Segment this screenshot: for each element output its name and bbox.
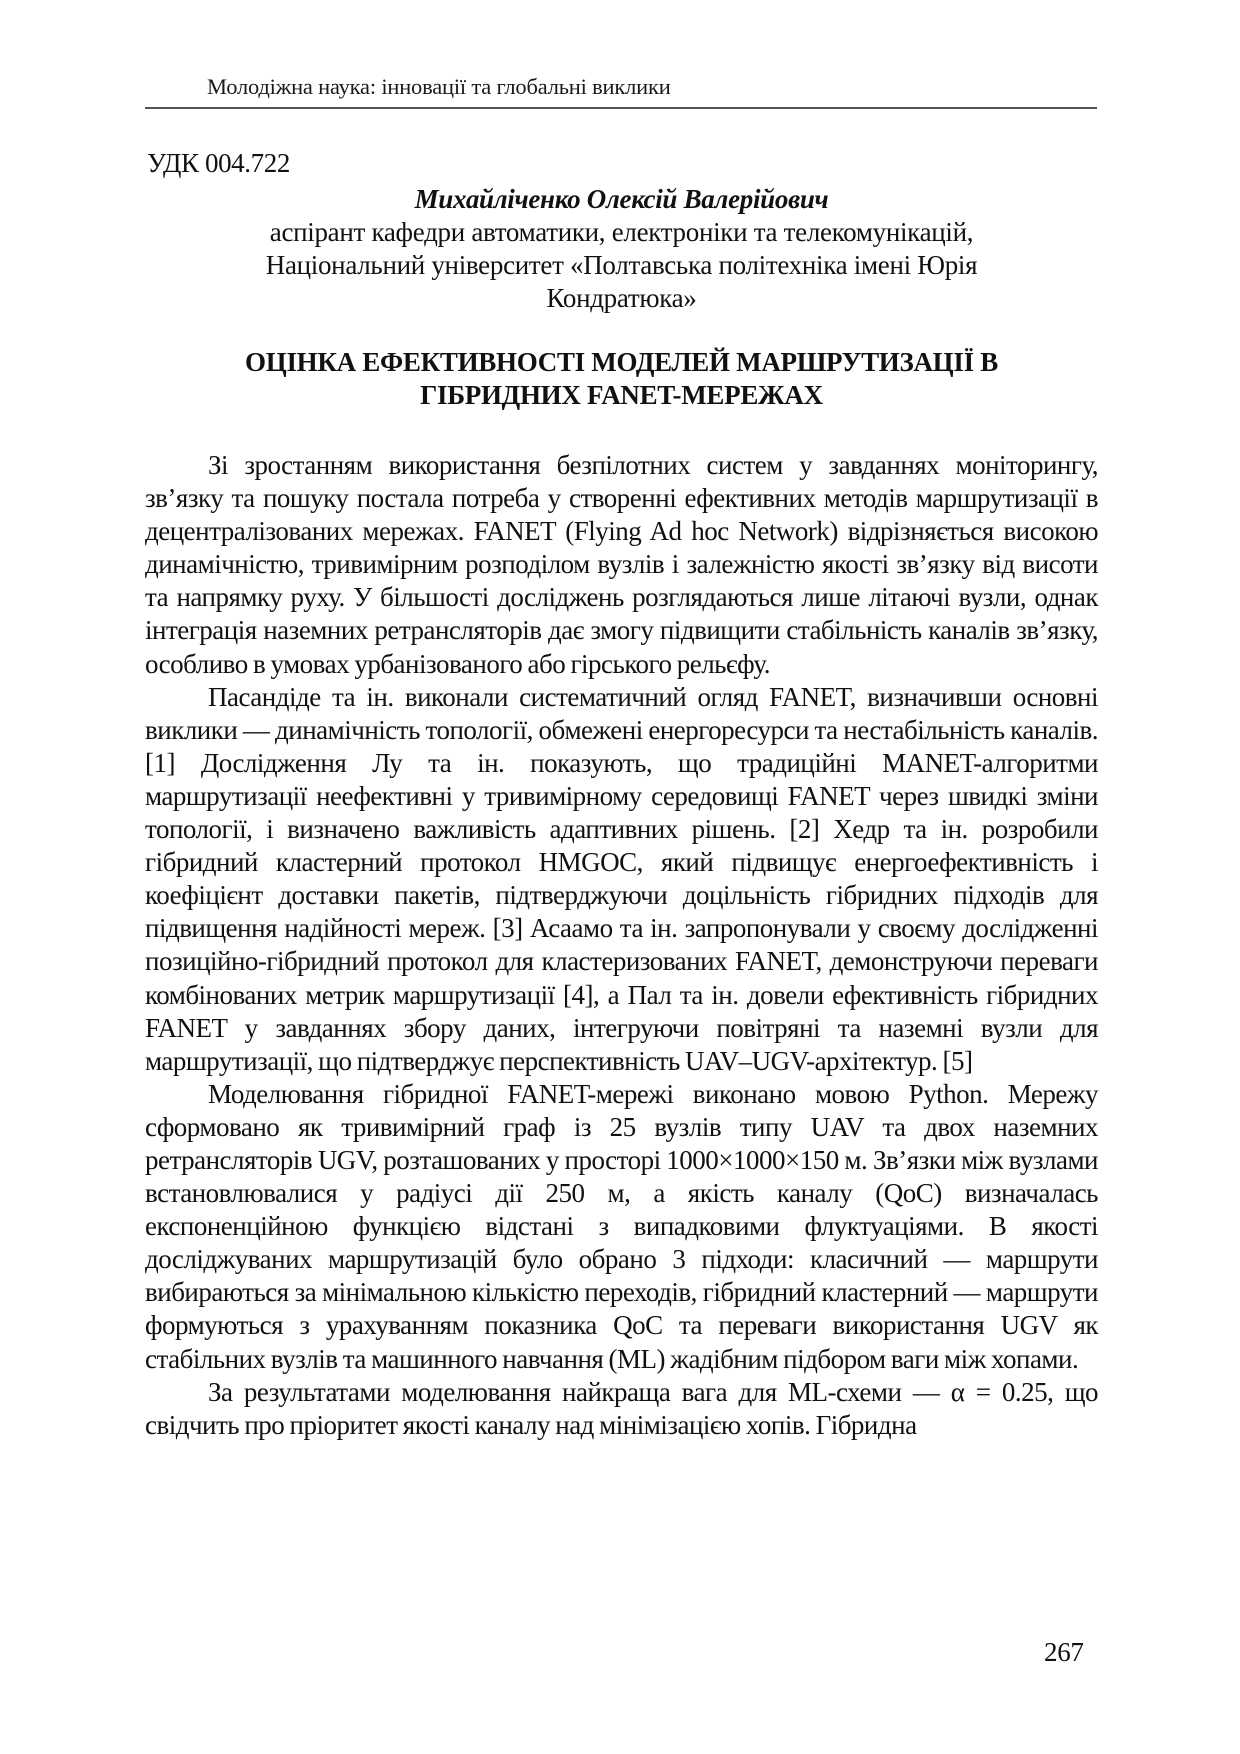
running-header: Молодіжна наука: інновації та глобальні виклики — [207, 74, 671, 99]
udc-code: УДК 004.722 — [147, 148, 290, 178]
author-affiliation-line-3: Кондратюка» — [546, 283, 697, 313]
article-title — [145, 346, 1098, 412]
author-affiliation-line-1: аспірант кафедри автоматики, електроніки та телекомунікацій, — [269, 217, 974, 247]
page-number: 267 — [1044, 1637, 1084, 1667]
paragraph-methodology: Моделювання гібридної FANET-мережі виконано мовою Python. Мережу сформовано як тривимірний граф із 25 вузлів типу UAV та двох наземних ретрансляторів UGV, розташованих у просторі 1000×1000×150 м. Зв’язки між вузлами встановлювалися у радіусі дії 250 м, а якість каналу (QoC) визначалась експоненційною функцією відстані з випадковими флуктуаціями. В якості досліджуваних маршрутизацій було обрано 3 підходи: класичний — маршрути вибираються за мінімальною кількістю переходів, гібридний кластерний — маршрути формуються з урахуванням показника QoC та переваги використання UGV як стабільних вузлів та машинного навчання (ML) жадібним підбором ваги між хопами. — [145, 1078, 1098, 1374]
author-affiliation-line-2: Національний університет «Полтавська політехніка імені Юрія — [265, 250, 978, 280]
article-title-line-1: ОЦІНКА ЕФЕКТИВНОСТІ МОДЕЛЕЙ МАРШРУТИЗАЦІЇ В — [245, 347, 998, 377]
header-divider — [145, 107, 1097, 109]
article-body — [145, 449, 1098, 1442]
article-title-line-2: ГІБРИДНИХ FANET-МЕРЕЖАХ — [420, 380, 823, 410]
author-name: Михайліченко Олексій Валерійович — [414, 184, 829, 214]
paragraph-introduction: Зі зростанням використання безпілотних систем у завданнях моніторингу, зв’язку та пошуку постала потреба у створенні ефективних методів маршрутизації в децентралізованих мережах. FANET (Flying Ad hoc Network) відрізняється високою динамічністю, тривимірним розподілом вузлів і залежністю якості зв’язку від висоти та напрямку руху. У більшості досліджень розглядаються лише літаючі вузли, однак інтеграція наземних ретрансляторів дає змогу підвищити стабільність каналів зв’язку, особливо в умовах урбанізованого або гірського рельєфу. — [145, 450, 1098, 679]
author-block — [145, 183, 1098, 315]
paragraph-related-work: Пасандіде та ін. виконали систематичний огляд FANET, визначивши основні виклики — динамічність топології, обмежені енергоресурси та нестабільність каналів. [1] Дослідження Лу та ін. показують, що традиційні MANET-алгоритми маршрутизації неефективні у тривимірному середовищі FANET через швидкі зміни топології, і визначено важливість адаптивних рішень. [2] Хедр та ін. розробили гібридний кластерний протокол HMGOC, який підвищує енергоефективність і коефіцієнт доставки пакетів, підтверджуючи доцільність гібридних підходів для підвищення надійності мереж. [3] Асаамо та ін. запропонували у своєму дослідженні позиційно-гібридний протокол для кластеризованих FANET, демонструючи переваги комбінованих метрик маршрутизації [4], а Пал та ін. довели ефективність гібридних FANET у завданнях збору даних, інтегруючи повітряні та наземні вузли для маршрутизації, що підтверджує перспективність UAV–UGV-архітектур. [5] — [145, 681, 1098, 1076]
paragraph-results: За результатами моделювання найкраща вага для ML-схеми — α = 0.25, що свідчить про пріоритет якості каналу над мінімізацією хопів. Гібридна — [145, 1376, 1098, 1440]
